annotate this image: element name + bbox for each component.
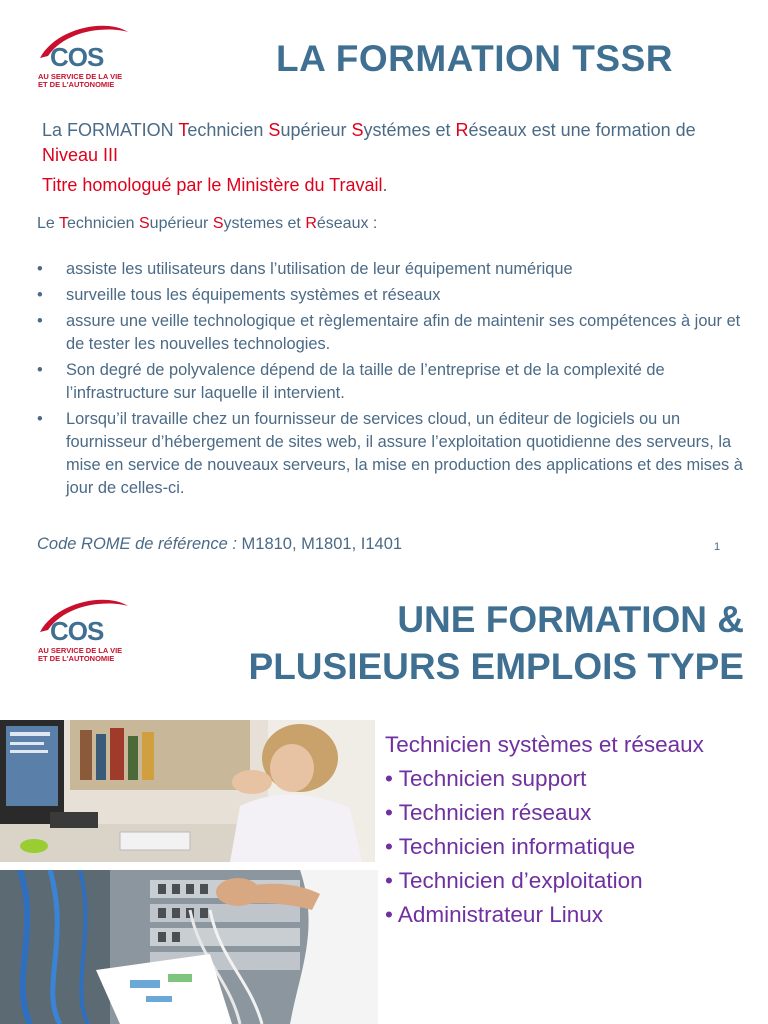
network-rack-illustration: [0, 870, 378, 1024]
homologation-text: Titre homologué par le Ministère du Travail.: [42, 175, 388, 195]
office-worker-illustration: [0, 720, 375, 862]
cos-logo: [36, 596, 132, 668]
job-types-list: [385, 728, 704, 932]
cos-logo: [36, 22, 132, 94]
slide-1-title: LA FORMATION TSSR: [276, 38, 673, 79]
page-number: 1: [714, 541, 721, 553]
list-item: • Son degré de polyvalence dépend de la taille de l’entreprise et de la complexité de l’infrastructure sur laquelle il intervient.: [37, 359, 747, 405]
list-item: • Technicien informatique: [385, 834, 636, 859]
logo-brand: COS: [50, 616, 104, 646]
lead-text: Le Technicien Supérieur Systemes et Réseaux :: [37, 215, 378, 232]
duties-list: [37, 258, 747, 503]
logo-brand: COS: [50, 42, 104, 72]
list-item: • surveille tous les équipements systèmes et réseaux: [37, 284, 747, 307]
list-item: Technicien systèmes et réseaux: [385, 732, 704, 757]
logo-tagline: AU SERVICE DE LA VIE ET DE L'AUTONOMIE: [38, 72, 123, 89]
list-item: • assiste les utilisateurs dans l’utilisation de leur équipement numérique: [37, 258, 747, 281]
list-item: • Lorsqu’il travaille chez un fournisseur de services cloud, un éditeur de logiciels ou un fournisseur d’hébergement de sites web, il assure l’exploitation quotidienne des serveurs, la mise en service de nouveaux serveurs, la mise en production des applications et des mises à jour de celles-ci.: [37, 408, 747, 500]
network-technician-photo: [0, 870, 378, 1024]
list-item: • Technicien d’exploitation: [385, 868, 643, 893]
list-item: • Administrateur Linux: [385, 902, 603, 927]
slide-2: [0, 576, 768, 1024]
slide-2-title: UNE FORMATION & PLUSIEURS EMPLOIS TYPE: [248, 599, 744, 687]
niveau-label: Niveau III: [42, 145, 119, 165]
list-item: • Technicien réseaux: [385, 800, 592, 825]
intro-paragraph: La FORMATION Technicien Supérieur Systémes et Réseaux est une formation de Niveau III: [42, 120, 696, 165]
logo-tagline: AU SERVICE DE LA VIE ET DE L'AUTONOMIE: [38, 646, 123, 663]
list-item: • Technicien support: [385, 766, 587, 791]
office-worker-photo: [0, 720, 375, 862]
rome-code: Code ROME de référence : M1810, M1801, I1401: [37, 535, 403, 553]
list-item: • assure une veille technologique et règlementaire afin de maintenir ses compétences à jour et de tester les nouvelles technologies.: [37, 310, 747, 356]
